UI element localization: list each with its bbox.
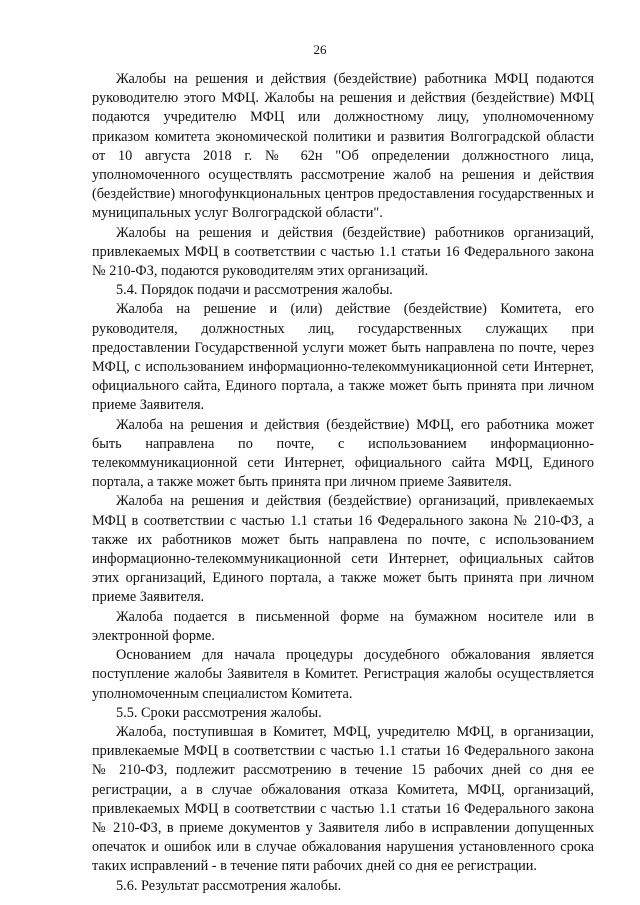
paragraph-committee-complaint: Жалоба на решение и (или) действие (бездействие) Комитета, его руководителя, должностных лиц, государственных служащих при предоставлении Государственной услуги может быть направлена по почте, через МФЦ, с использованием информационно-телекоммуникационной сети Интернет, официального сайта, Единого портала, а также может быть принята при личном приеме Заявителя. (92, 301, 594, 414)
paragraph-review-terms: Жалоба, поступившая в Комитет, МФЦ, учредителю МФЦ, в организации, привлекаемые МФЦ в соответствии с частью 1.1 статьи 16 Федерального закона № 210-ФЗ, подлежит рассмотрению в течение 15 рабочих дней со дня ее регистрации, а в случае обжалования отказа Комитета, МФЦ, организаций, привлекаемых МФЦ в соответствии с частью 1.1 статьи 16 Федерального закона № 210-ФЗ, в приеме документов у Заявителя либо в исправлении допущенных опечаток и ошибок или в случае обжалования нарушения установленного срока таких исправлений - в течение пяти рабочих дней со дня ее регистрации. (92, 723, 594, 875)
section-heading-5-5: 5.5. Сроки рассмотрения жалобы. (116, 704, 322, 721)
paragraph-organizations-complaint: Жалоба на решения и действия (бездействие) организаций, привлекаемых МФЦ в соответствии с частью 1.1 статьи 16 Федерального закона № 210-ФЗ, а также их работников может быть направлена по почте, с использованием информационно-телекоммуникационной сети Интернет, официальных сайтов этих организаций, Единого портала, а также может быть принята при личном приеме Заявителя. (92, 493, 594, 606)
paragraph-complaint-form: Жалоба подается в письменной форме на бумажном носителе или в электронной форме. (92, 608, 594, 644)
paragraph-procedure-basis: Основанием для начала процедуры досудебного обжалования является поступление жалобы Заявителя в Комитет. Регистрация жалобы осуществляется уполномоченным специалистом Комитета. (92, 647, 594, 702)
paragraph-mfc-worker-complaint: Жалоба на решения и действия (бездействие) МФЦ, его работника может быть направлена по почте, с использованием информационно-телекоммуникационной сети Интернет, официального сайта МФЦ, Единого портала, а также может быть принята при личном приеме Заявителя. (92, 416, 594, 491)
section-heading-5-6: 5.6. Результат рассмотрения жалобы. (116, 877, 342, 894)
page-number: 26 (313, 42, 327, 57)
paragraph-organization-complaints: Жалобы на решения и действия (бездействие) работников организаций, привлекаемых МФЦ в соответствии с частью 1.1 статьи 16 Федерального закона № 210-ФЗ, подаются руководителям этих организаций. (92, 224, 594, 280)
document-body (92, 70, 594, 896)
paragraph-mfc-complaints: Жалобы на решения и действия (бездействие) работника МФЦ подаются руководителю этого МФЦ. Жалобы на решения и действия (бездействие) МФЦ подаются учредителю МФЦ или должностному лицу, уполномоченному приказом комитета экономической политики и развития Волгоградской области от 10 августа 2018 г. № 62н "Об определении должностного лица, уполномоченного осуществлять рассмотрение жалоб на решения и действия (бездействие) многофункциональных центров предоставления государственных и муниципальных услуг Волгоградской области". (92, 71, 594, 222)
section-heading-5-4: 5.4. Порядок подачи и рассмотрения жалобы. (116, 282, 393, 299)
